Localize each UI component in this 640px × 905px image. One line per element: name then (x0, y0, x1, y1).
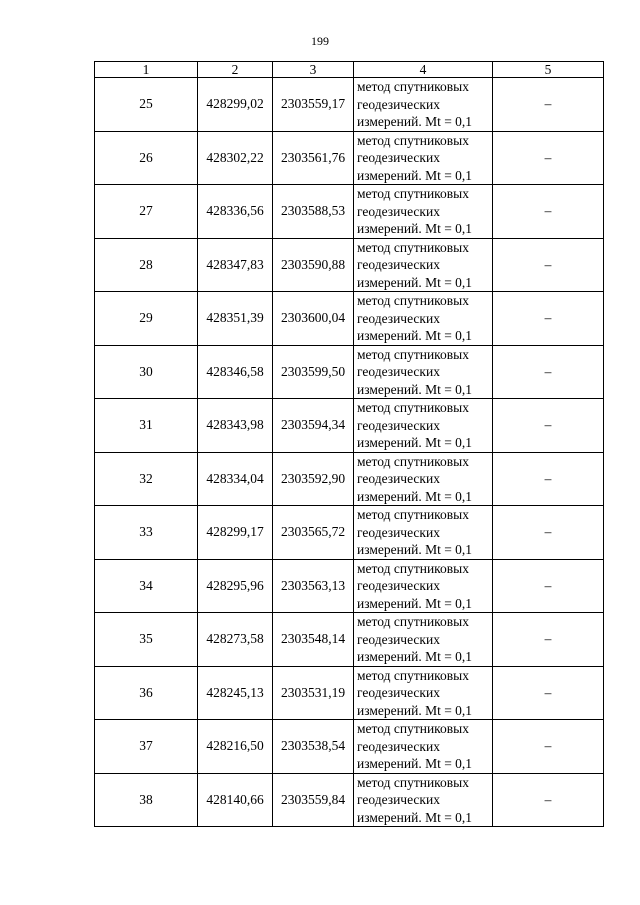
table-row (95, 613, 604, 667)
table-row (95, 559, 604, 613)
method-cell (354, 559, 493, 613)
x-coordinate-cell: 428351,39 (198, 292, 273, 346)
header-col-1: 1 (95, 62, 198, 78)
table-row (95, 131, 604, 185)
header-col-3: 3 (273, 62, 354, 78)
method-line: метод спутниковых (357, 79, 469, 94)
note-cell: – (493, 399, 604, 453)
note-cell: – (493, 506, 604, 560)
method-line: метод спутниковых (357, 400, 469, 415)
method-line: измерений. Mt = 0,1 (357, 809, 473, 825)
x-coordinate-cell: 428299,02 (198, 78, 273, 132)
method-line: метод спутниковых (357, 293, 469, 308)
method-cell (354, 78, 493, 132)
table-row (95, 238, 604, 292)
method-cell (354, 292, 493, 346)
note-cell: – (493, 131, 604, 185)
method-line: метод спутниковых (357, 667, 469, 683)
method-cell (354, 506, 493, 560)
header-col-5: 5 (493, 62, 604, 78)
point-number-cell: 30 (95, 345, 198, 399)
method-line: измерений. Mt = 0,1 (357, 488, 473, 504)
point-number-cell: 29 (95, 292, 198, 346)
note-cell: – (493, 720, 604, 774)
y-coordinate-cell: 2303592,90 (273, 452, 354, 506)
method-cell (354, 773, 493, 827)
method-line: геодезических (357, 150, 440, 165)
method-line: геодезических (357, 578, 440, 593)
y-coordinate-cell: 2303563,13 (273, 559, 354, 613)
header-row (95, 62, 604, 78)
method-line: геодезических (357, 738, 440, 754)
method-line: геодезических (357, 471, 440, 486)
y-coordinate-cell: 2303559,84 (273, 773, 354, 827)
method-line: метод спутниковых (357, 507, 469, 522)
y-coordinate-cell: 2303600,04 (273, 292, 354, 346)
x-coordinate-cell: 428336,56 (198, 185, 273, 239)
header-col-4: 4 (354, 62, 493, 78)
method-cell (354, 185, 493, 239)
point-number-cell: 38 (95, 773, 198, 827)
method-line: геодезических (357, 257, 440, 272)
note-cell: – (493, 345, 604, 399)
method-line: геодезических (357, 203, 440, 219)
method-line: измерений. Mt = 0,1 (357, 756, 473, 771)
method-line: измерений. Mt = 0,1 (357, 167, 473, 183)
point-number-cell: 32 (95, 452, 198, 506)
note-cell: – (493, 773, 604, 827)
note-cell: – (493, 613, 604, 667)
x-coordinate-cell: 428216,50 (198, 720, 273, 774)
method-cell (354, 666, 493, 720)
x-coordinate-cell: 428295,96 (198, 559, 273, 613)
method-line: геодезических (357, 417, 440, 433)
table-body (95, 78, 604, 827)
coordinates-table (94, 61, 604, 827)
method-line: измерений. Mt = 0,1 (357, 542, 473, 557)
method-line: метод спутниковых (357, 132, 469, 148)
note-cell: – (493, 292, 604, 346)
method-cell (354, 345, 493, 399)
x-coordinate-cell: 428299,17 (198, 506, 273, 560)
y-coordinate-cell: 2303590,88 (273, 238, 354, 292)
y-coordinate-cell: 2303588,53 (273, 185, 354, 239)
x-coordinate-cell: 428347,83 (198, 238, 273, 292)
note-cell: – (493, 559, 604, 613)
point-number-cell: 25 (95, 78, 198, 132)
point-number-cell: 31 (95, 399, 198, 453)
method-line: геодезических (357, 685, 440, 700)
table-header (95, 62, 604, 78)
method-line: измерений. Mt = 0,1 (357, 435, 473, 450)
note-cell: – (493, 238, 604, 292)
method-line: метод спутниковых (357, 239, 469, 255)
header-col-2: 2 (198, 62, 273, 78)
method-line: измерений. Mt = 0,1 (357, 114, 473, 129)
x-coordinate-cell: 428302,22 (198, 131, 273, 185)
method-line: геодезических (357, 792, 440, 807)
table-row (95, 399, 604, 453)
table-row (95, 185, 604, 239)
point-number-cell: 33 (95, 506, 198, 560)
table-row (95, 452, 604, 506)
method-line: измерений. Mt = 0,1 (357, 381, 473, 397)
y-coordinate-cell: 2303599,50 (273, 345, 354, 399)
x-coordinate-cell: 428343,98 (198, 399, 273, 453)
y-coordinate-cell: 2303548,14 (273, 613, 354, 667)
page-number: 199 (311, 34, 329, 48)
method-line: метод спутниковых (357, 453, 469, 469)
y-coordinate-cell: 2303531,19 (273, 666, 354, 720)
x-coordinate-cell: 428273,58 (198, 613, 273, 667)
table-row (95, 345, 604, 399)
note-cell: – (493, 185, 604, 239)
method-line: метод спутниковых (357, 614, 469, 629)
y-coordinate-cell: 2303594,34 (273, 399, 354, 453)
table-row (95, 292, 604, 346)
y-coordinate-cell: 2303538,54 (273, 720, 354, 774)
table-row (95, 78, 604, 132)
point-number-cell: 27 (95, 185, 198, 239)
method-cell (354, 399, 493, 453)
table-row (95, 720, 604, 774)
point-number-cell: 36 (95, 666, 198, 720)
method-line: измерений. Mt = 0,1 (357, 702, 473, 718)
method-cell (354, 452, 493, 506)
table-row (95, 666, 604, 720)
method-line: измерений. Mt = 0,1 (357, 649, 473, 664)
method-line: метод спутниковых (357, 346, 469, 362)
table-row (95, 506, 604, 560)
point-number-cell: 37 (95, 720, 198, 774)
note-cell: – (493, 666, 604, 720)
y-coordinate-cell: 2303559,17 (273, 78, 354, 132)
method-line: геодезических (357, 310, 440, 326)
method-line: геодезических (357, 96, 440, 112)
method-cell (354, 238, 493, 292)
y-coordinate-cell: 2303561,76 (273, 131, 354, 185)
point-number-cell: 35 (95, 613, 198, 667)
y-coordinate-cell: 2303565,72 (273, 506, 354, 560)
method-line: геодезических (357, 364, 440, 379)
method-line: измерений. Mt = 0,1 (357, 221, 473, 236)
method-line: метод спутниковых (357, 186, 469, 201)
method-line: метод спутниковых (357, 721, 469, 736)
x-coordinate-cell: 428140,66 (198, 773, 273, 827)
point-number-cell: 28 (95, 238, 198, 292)
method-line: геодезических (357, 524, 440, 540)
note-cell: – (493, 452, 604, 506)
method-line: метод спутниковых (357, 774, 469, 790)
x-coordinate-cell: 428334,04 (198, 452, 273, 506)
method-line: метод спутниковых (357, 560, 469, 576)
method-line: геодезических (357, 631, 440, 647)
x-coordinate-cell: 428346,58 (198, 345, 273, 399)
point-number-cell: 26 (95, 131, 198, 185)
method-line: измерений. Mt = 0,1 (357, 595, 473, 611)
x-coordinate-cell: 428245,13 (198, 666, 273, 720)
table-row (95, 773, 604, 827)
method-line: измерений. Mt = 0,1 (357, 274, 473, 290)
method-cell (354, 131, 493, 185)
method-cell (354, 720, 493, 774)
method-cell (354, 613, 493, 667)
note-cell: – (493, 78, 604, 132)
method-line: измерений. Mt = 0,1 (357, 328, 473, 343)
point-number-cell: 34 (95, 559, 198, 613)
